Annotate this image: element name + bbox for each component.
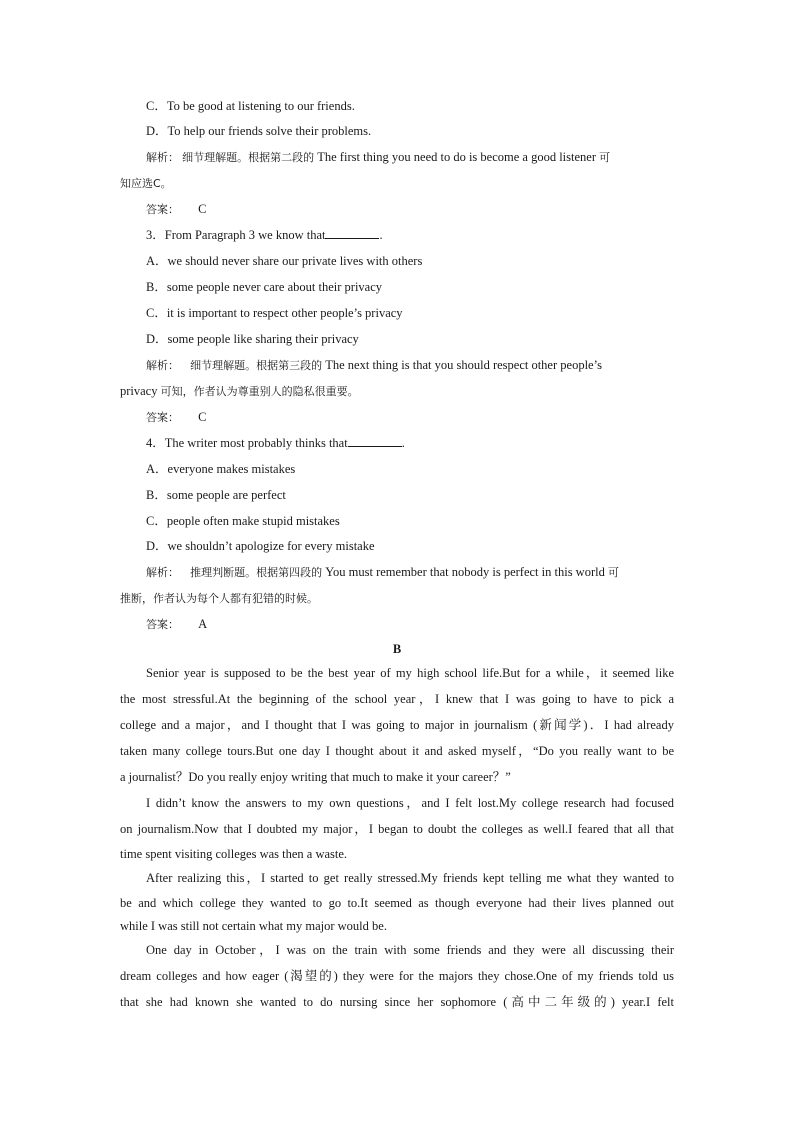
passage-line: that she had known she wanted to do nursing since her sophomore (高中二年级的) year.I felt (120, 995, 674, 1009)
analysis-text-cn: 细节理解题。根据第三段的 (190, 359, 323, 372)
question-stem-end: . (401, 436, 405, 450)
q2-analysis (146, 149, 610, 166)
analysis-label: 解析： (146, 151, 179, 164)
q3-option-c: C．it is important to respect other people’s privacy (146, 306, 403, 320)
answer-blank (348, 435, 402, 447)
passage-line: time spent visiting colleges was then a waste. (120, 847, 348, 861)
passage-line: the most stressful.At the beginning of the school year，I knew that I was going to have to pick a (120, 692, 674, 706)
passage-line: college and a major，and I thought that I was going to major in journalism (新闻学)．I had already (120, 718, 674, 732)
analysis-text-en: You must remember that nobody is perfect in this world (325, 565, 605, 579)
answer-label: 答案： (146, 411, 179, 424)
passage-line: dream colleges and how eager (渴望的) they were for the majors they chose.One of my friends told us (120, 969, 674, 983)
q4-option-a: A．everyone makes mistakes (146, 462, 296, 476)
answer-value: C (198, 410, 207, 424)
question-stem: 3．From Paragraph 3 we know that (146, 228, 326, 242)
q2-answer (146, 201, 206, 218)
analysis-text-en: The next thing is that you should respect other people’s (325, 358, 602, 372)
passage-line: be and which college they wanted to go to.It seemed as though everyone had their lives planned out (120, 896, 674, 910)
question-stem-end: . (379, 228, 383, 242)
q2-option-c: C．To be good at listening to our friends. (146, 99, 355, 113)
passage-line: a journalist？Do you really enjoy writing that much to make it your career？” (120, 770, 511, 784)
q2-analysis-line2 (120, 175, 172, 192)
q3-option-a: A．we should never share our private lives with others (146, 254, 423, 268)
q4-option-c: C．people often make stupid mistakes (146, 514, 340, 528)
answer-blank (325, 227, 379, 239)
analysis-text-en: privacy (120, 384, 158, 398)
passage-line: Senior year is supposed to be the best year of my high school life.But for a while，it seemed like (146, 666, 674, 680)
answer-label: 答案： (146, 618, 179, 631)
answer-value: C (198, 202, 207, 216)
q4-answer (146, 616, 207, 633)
q3-analysis-line2 (120, 383, 359, 400)
analysis-text-cn-end: 可 (599, 151, 611, 164)
passage-line: on journalism.Now that I doubted my major，I began to doubt the colleges as well.I feared that all that (120, 822, 674, 836)
passage-line: taken many college tours.But one day I thought about it and asked myself，“Do you really want to be (120, 744, 674, 758)
analysis-text-cn-end: 可 (607, 566, 619, 579)
answer-label: 答案： (146, 203, 179, 216)
analysis-text-cn: 可知，作者认为尊重别人的隐私很重要。 (160, 385, 359, 398)
q4-option-b: B．some people are perfect (146, 488, 286, 502)
q3-option-b: B．some people never care about their privacy (146, 280, 383, 294)
q3-analysis (146, 357, 602, 374)
analysis-text-cn: 知应选C。 (120, 177, 172, 190)
q4-stem (146, 435, 405, 451)
question-stem: 4．The writer most probably thinks that (146, 436, 348, 450)
answer-value: A (198, 617, 208, 631)
q2-option-d: D．To help our friends solve their problems. (146, 124, 372, 138)
q3-option-d: D．some people like sharing their privacy (146, 332, 359, 346)
section-heading: B (392, 642, 402, 656)
passage-line: while I was still not certain what my major would be. (120, 919, 387, 933)
passage-line: I didn’t know the answers to my own questions，and I felt lost.My college research had focused (146, 796, 674, 810)
q4-analysis-line2 (120, 590, 318, 607)
q3-answer (146, 409, 206, 426)
analysis-text-en: The first thing you need to do is become a good listener (317, 150, 597, 164)
analysis-text-cn: 推理判断题。根据第四段的 (190, 566, 323, 579)
analysis-label: 解析： (146, 359, 179, 372)
passage-line: One day in October，I was on the train with some friends and they were all discussing their (146, 943, 674, 957)
analysis-text-cn: 细节理解题。根据第二段的 (182, 151, 315, 164)
q4-option-d: D．we shouldn’t apologize for every mistake (146, 539, 375, 553)
q4-analysis (146, 564, 619, 581)
analysis-label: 解析： (146, 566, 179, 579)
analysis-text-cn: 推断，作者认为每个人都有犯错的时候。 (120, 592, 318, 605)
q3-stem (146, 227, 383, 243)
passage-line: After realizing this，I started to get really stressed.My friends kept telling me what they wanted to (146, 871, 674, 885)
